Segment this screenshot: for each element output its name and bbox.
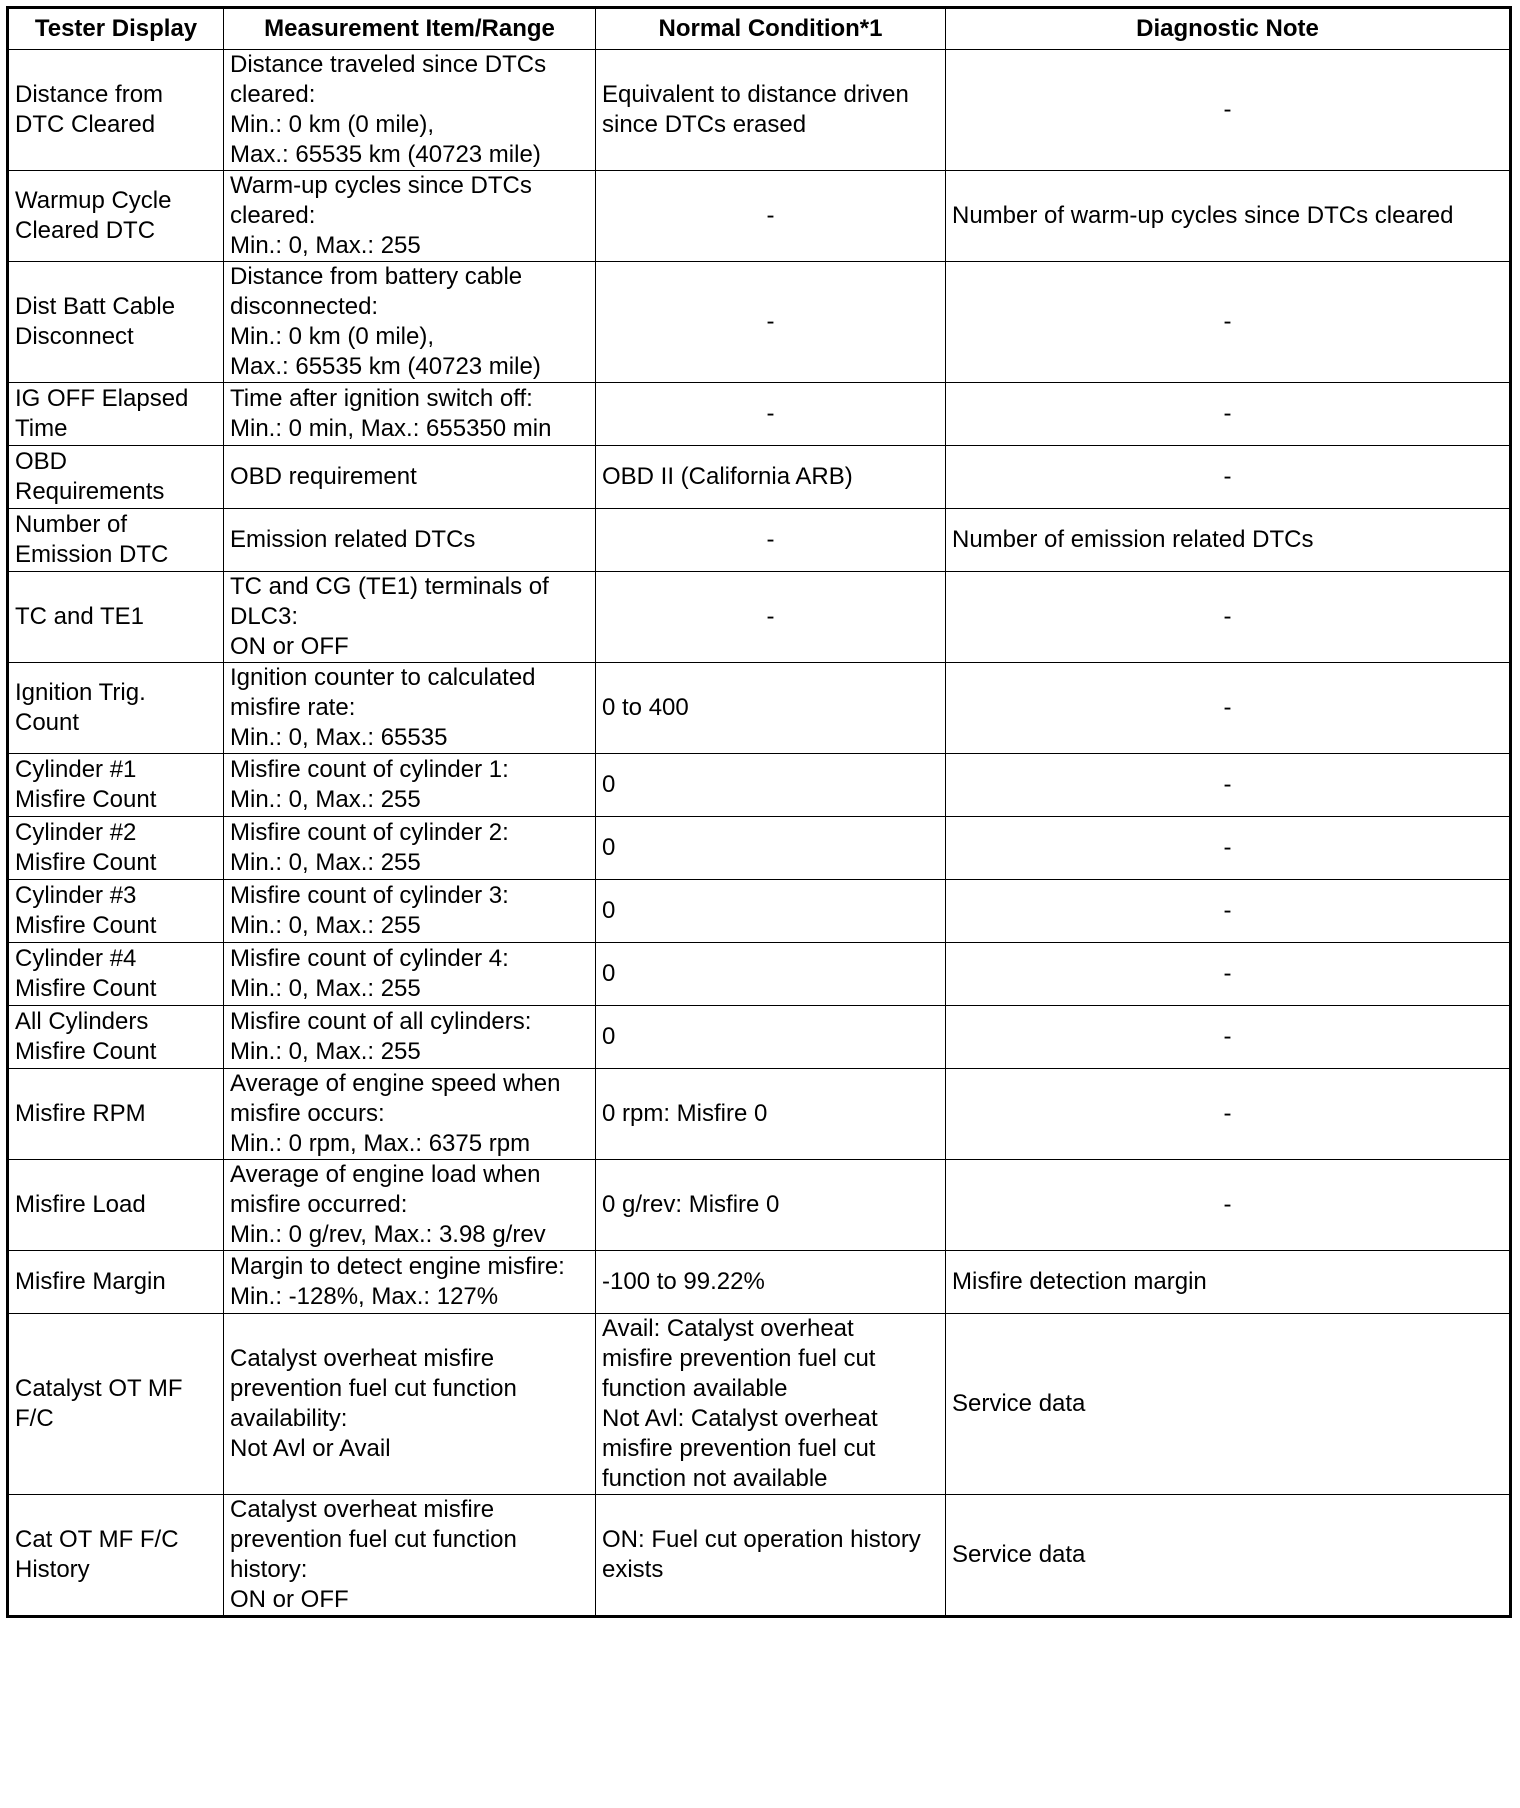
table-row [8,572,1511,663]
normal-condition-cell: 0 [596,754,946,817]
tester-display-cell: Cylinder #1 Misfire Count [8,754,224,817]
header-measurement-item-range: Measurement Item/Range [224,8,596,50]
normal-condition-cell: 0 rpm: Misfire 0 [596,1069,946,1160]
measurement-range-cell: Misfire count of cylinder 3: Min.: 0, Max.: 255 [224,880,596,943]
diagnostic-note-cell: - [946,754,1511,817]
normal-condition-cell: ON: Fuel cut operation history exists [596,1495,946,1617]
measurement-range-cell: Warm-up cycles since DTCs cleared: Min.: 0, Max.: 255 [224,171,596,262]
table-row [8,1069,1511,1160]
tester-display-cell: Dist Batt Cable Disconnect [8,262,224,383]
table-row [8,509,1511,572]
diagnostic-note-cell: - [946,1160,1511,1251]
diagnostic-note-cell: - [946,572,1511,663]
tester-display-cell: OBD Requirements [8,446,224,509]
measurement-range-cell: Catalyst overheat misfire prevention fuel cut function availability: Not Avl or Avail [224,1314,596,1495]
measurement-range-cell: Misfire count of cylinder 2: Min.: 0, Max.: 255 [224,817,596,880]
table-header-row [8,8,1511,50]
header-diagnostic-note: Diagnostic Note [946,8,1511,50]
measurement-range-cell: Misfire count of all cylinders: Min.: 0, Max.: 255 [224,1006,596,1069]
normal-condition-cell: OBD II (California ARB) [596,446,946,509]
diagnostic-note-cell: - [946,880,1511,943]
normal-condition-cell: -100 to 99.22% [596,1251,946,1314]
normal-condition-cell: - [596,262,946,383]
table-row [8,1006,1511,1069]
table-row [8,446,1511,509]
table-row [8,1251,1511,1314]
table-row [8,383,1511,446]
normal-condition-cell: 0 g/rev: Misfire 0 [596,1160,946,1251]
diagnostic-note-cell: - [946,262,1511,383]
diagnostic-note-cell: Number of emission related DTCs [946,509,1511,572]
table-row [8,663,1511,754]
table-row [8,50,1511,171]
measurement-range-cell: Average of engine load when misfire occurred: Min.: 0 g/rev, Max.: 3.98 g/rev [224,1160,596,1251]
diagnostic-note-cell: Service data [946,1314,1511,1495]
table-row [8,880,1511,943]
measurement-range-cell: Distance traveled since DTCs cleared: Min.: 0 km (0 mile), Max.: 65535 km (40723 mile) [224,50,596,171]
normal-condition-cell: - [596,572,946,663]
tester-display-cell: Misfire RPM [8,1069,224,1160]
measurement-range-cell: Misfire count of cylinder 4: Min.: 0, Max.: 255 [224,943,596,1006]
diagnostic-note-cell: Misfire detection margin [946,1251,1511,1314]
tester-display-cell: Catalyst OT MF F/C [8,1314,224,1495]
table-row [8,171,1511,262]
tester-display-cell: Distance from DTC Cleared [8,50,224,171]
table-row [8,943,1511,1006]
measurement-range-cell: Ignition counter to calculated misfire rate: Min.: 0, Max.: 65535 [224,663,596,754]
diagnostic-note-cell: - [946,1069,1511,1160]
normal-condition-cell: Equivalent to distance driven since DTCs erased [596,50,946,171]
tester-display-cell: Warmup Cycle Cleared DTC [8,171,224,262]
tester-display-cell: TC and TE1 [8,572,224,663]
normal-condition-cell: - [596,171,946,262]
measurement-range-cell: Average of engine speed when misfire occurs: Min.: 0 rpm, Max.: 6375 rpm [224,1069,596,1160]
header-tester-display: Tester Display [8,8,224,50]
measurement-range-cell: TC and CG (TE1) terminals of DLC3: ON or OFF [224,572,596,663]
tester-data-table [6,6,1512,1618]
tester-display-cell: All Cylinders Misfire Count [8,1006,224,1069]
diagnostic-note-cell: Number of warm-up cycles since DTCs cleared [946,171,1511,262]
table-row [8,1314,1511,1495]
table-row [8,1160,1511,1251]
header-normal-condition: Normal Condition*1 [596,8,946,50]
tester-display-cell: IG OFF Elapsed Time [8,383,224,446]
tester-display-cell: Cat OT MF F/C History [8,1495,224,1617]
measurement-range-cell: Misfire count of cylinder 1: Min.: 0, Max.: 255 [224,754,596,817]
diagnostic-note-cell: - [946,817,1511,880]
tester-display-cell: Ignition Trig. Count [8,663,224,754]
tester-display-cell: Misfire Load [8,1160,224,1251]
diagnostic-note-cell: - [946,943,1511,1006]
table-row [8,817,1511,880]
normal-condition-cell: - [596,509,946,572]
table-body [8,50,1511,1617]
measurement-range-cell: Emission related DTCs [224,509,596,572]
diagnostic-note-cell: - [946,383,1511,446]
diagnostic-note-cell: - [946,1006,1511,1069]
tester-display-cell: Misfire Margin [8,1251,224,1314]
tester-display-cell: Cylinder #2 Misfire Count [8,817,224,880]
diagnostic-note-cell: - [946,50,1511,171]
diagnostic-note-cell: - [946,663,1511,754]
measurement-range-cell: Time after ignition switch off: Min.: 0 min, Max.: 655350 min [224,383,596,446]
measurement-range-cell: OBD requirement [224,446,596,509]
table-row [8,754,1511,817]
table-row [8,262,1511,383]
diagnostic-note-cell: Service data [946,1495,1511,1617]
tester-display-cell: Cylinder #4 Misfire Count [8,943,224,1006]
normal-condition-cell: Avail: Catalyst overheat misfire prevention fuel cut function available Not Avl: Catalyst overheat misfire prevention fuel cut function not available [596,1314,946,1495]
measurement-range-cell: Margin to detect engine misfire: Min.: -128%, Max.: 127% [224,1251,596,1314]
normal-condition-cell: 0 [596,817,946,880]
measurement-range-cell: Catalyst overheat misfire prevention fuel cut function history: ON or OFF [224,1495,596,1617]
normal-condition-cell: 0 [596,880,946,943]
measurement-range-cell: Distance from battery cable disconnected: Min.: 0 km (0 mile), Max.: 65535 km (40723 mile) [224,262,596,383]
normal-condition-cell: 0 to 400 [596,663,946,754]
normal-condition-cell: 0 [596,943,946,1006]
table-row [8,1495,1511,1617]
normal-condition-cell: - [596,383,946,446]
diagnostic-note-cell: - [946,446,1511,509]
normal-condition-cell: 0 [596,1006,946,1069]
tester-display-cell: Number of Emission DTC [8,509,224,572]
tester-display-cell: Cylinder #3 Misfire Count [8,880,224,943]
